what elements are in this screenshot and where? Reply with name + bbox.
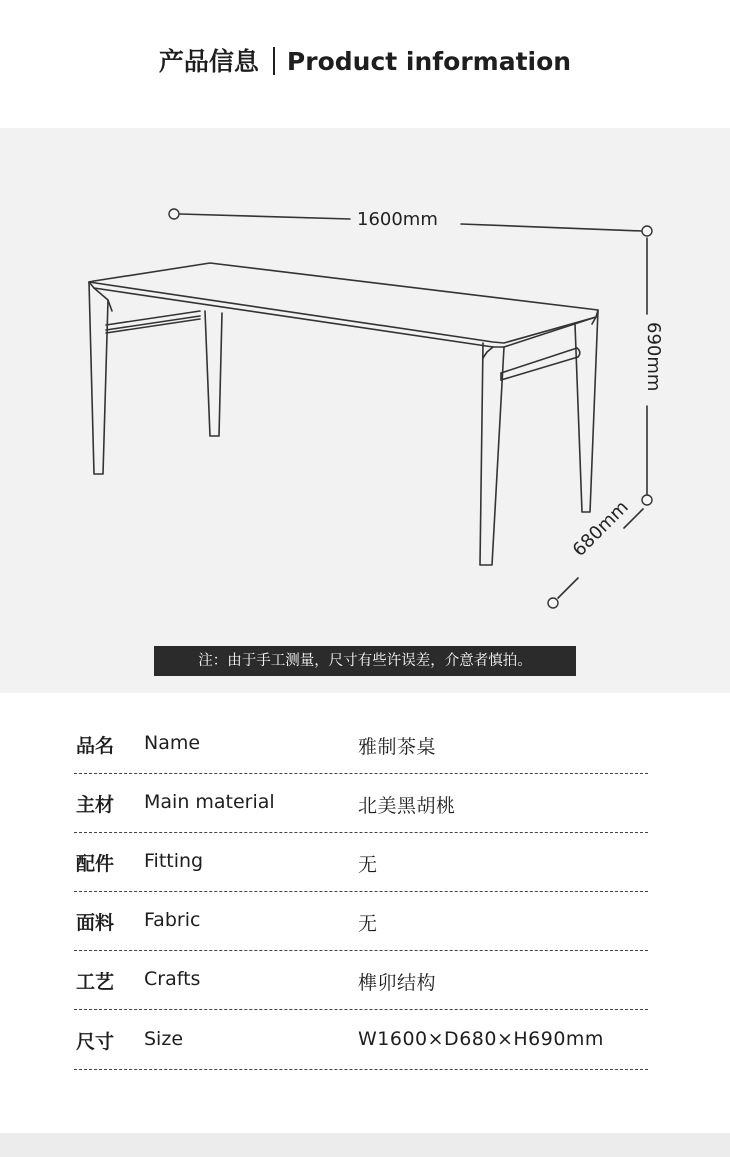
spec-value: 北美黑胡桃 [358, 795, 456, 817]
height-dimension-endpoint-bottom [642, 495, 652, 505]
dimension-diagram [0, 128, 730, 693]
width-dimension-endpoint-right [642, 226, 652, 236]
stretcher-right-end [577, 348, 580, 357]
spec-label-en: Name [144, 732, 201, 754]
width-dimension-label: 1600mm [354, 210, 441, 230]
spec-label-cn: 主材 [76, 794, 115, 816]
width-dimension-endpoint-left [169, 209, 179, 219]
title-divider [273, 47, 275, 75]
depth-dimension-line-bottom [558, 578, 578, 598]
spec-row-fitting [74, 833, 648, 892]
stretcher-left-bottom [106, 319, 200, 333]
spec-label-cn: 品名 [76, 735, 115, 757]
spec-row-fabric [74, 892, 648, 951]
spec-label-en: Crafts [144, 968, 201, 990]
depth-dimension-label: 680mm [568, 496, 633, 561]
spec-value: 无 [358, 854, 378, 876]
spec-label-cn: 工艺 [76, 971, 115, 993]
depth-dimension-endpoint-bottom [548, 598, 558, 608]
spec-row-main-material [74, 774, 648, 833]
spec-row-size [74, 1011, 648, 1070]
spec-value: 雅制茶桌 [358, 736, 437, 758]
spec-table [0, 693, 730, 1133]
table-top-edge [89, 282, 596, 347]
left-apron-corner [94, 288, 112, 311]
width-dimension-line-right [461, 224, 642, 231]
spec-row-crafts [74, 951, 648, 1010]
spec-value: 无 [358, 913, 378, 935]
width-dimension-line-left [180, 214, 350, 219]
spec-value: 榫卯结构 [358, 972, 437, 994]
page-header [0, 0, 730, 128]
leg-front-left [89, 282, 108, 474]
spec-label-en: Fabric [144, 909, 201, 931]
spec-label-en: Size [144, 1028, 184, 1050]
spec-label-cn: 面料 [76, 912, 115, 934]
spec-value: W1600×D680×H690mm [358, 1028, 604, 1050]
height-dimension-label: 690mm [643, 319, 663, 394]
spec-label-cn: 配件 [76, 853, 115, 875]
footer-band [0, 1133, 730, 1157]
leg-back-left [205, 311, 222, 436]
section-title-en: Product information [286, 47, 572, 76]
spec-label-en: Main material [144, 791, 275, 813]
section-title-cn: 产品信息 [158, 47, 259, 76]
spec-label-cn: 尺寸 [76, 1031, 115, 1053]
spec-label-en: Fitting [144, 850, 204, 872]
leg-back-right [575, 310, 598, 512]
spec-row-name [74, 715, 648, 774]
front-apron-corner [483, 347, 493, 358]
table-top-surface [89, 263, 598, 343]
measurement-note: 注：由于手工测量，尺寸有些许误差，介意者慎拍。 [154, 646, 576, 676]
section-title [0, 42, 730, 78]
